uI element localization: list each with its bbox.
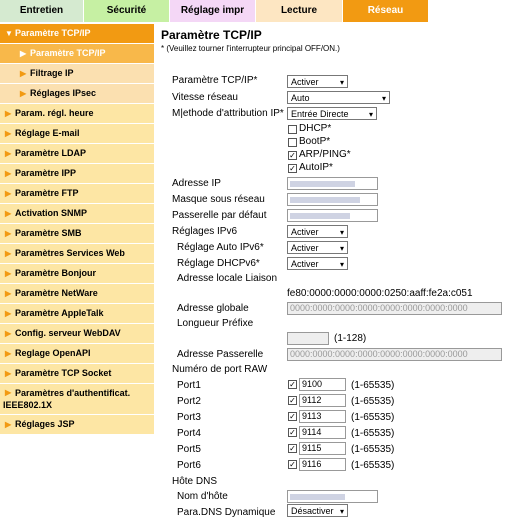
- sidebar-label: Paramètres Services Web: [15, 248, 125, 258]
- sidebar-label: Réglage E-mail: [15, 128, 80, 138]
- port5-range: (1-65535): [351, 444, 395, 455]
- port4-checkbox[interactable]: ✓: [289, 428, 296, 437]
- sidebar-label: Réglages IPsec: [30, 88, 97, 98]
- arp-label: ARP/PING*: [299, 149, 351, 160]
- port2-range: (1-65535): [351, 396, 395, 407]
- dhcp-checkbox[interactable]: [288, 125, 297, 134]
- sidebar-label: Paramètre AppleTalk: [15, 308, 104, 318]
- chevron-down-icon: ▾: [339, 78, 344, 87]
- sidebar-item-jsp[interactable]: [0, 415, 154, 434]
- port5-checkbox[interactable]: ✓: [289, 444, 296, 453]
- method-select-value: Entrée Directe: [291, 109, 349, 119]
- sidebar-item-email[interactable]: [0, 124, 154, 143]
- arrow-right-icon: ▶: [5, 369, 12, 378]
- linklocal-label: Adresse locale Liaison: [177, 273, 278, 284]
- chevron-down-icon: ▾: [381, 94, 386, 103]
- port4-input[interactable]: 9114: [299, 426, 346, 439]
- mask-input[interactable]: [287, 193, 378, 206]
- prefix-input[interactable]: [287, 332, 329, 345]
- arrow-right-icon: ▶: [5, 209, 12, 218]
- sidebar-item-openapi[interactable]: [0, 344, 154, 363]
- bootp-label: BootP*: [299, 136, 331, 147]
- hostname-input[interactable]: [287, 490, 378, 503]
- tab-reglage-impr[interactable]: Réglage impr: [170, 0, 256, 22]
- port4-label: Port4: [177, 428, 201, 439]
- port6-label: Port6: [177, 460, 201, 471]
- speed-select-value: Auto: [291, 93, 310, 103]
- page-title: Paramètre TCP/IP: [161, 28, 262, 42]
- sidebar: [0, 24, 154, 435]
- sidebar-label: Paramètre SMB: [15, 228, 82, 238]
- raw-label: Numéro de port RAW: [172, 364, 268, 375]
- port1-range: (1-65535): [351, 380, 395, 391]
- sidebar-label: Reglage OpenAPI: [15, 348, 91, 358]
- restart-note: * (Veuillez tourner l'interrupteur principal OFF/ON.): [161, 44, 340, 53]
- sidebar-item-snmp[interactable]: [0, 204, 154, 223]
- port3-input[interactable]: 9113: [299, 410, 346, 423]
- arrow-right-icon: ▶: [5, 309, 12, 318]
- method-label: M|ethode d'attribution IP*: [172, 108, 284, 119]
- gw6-label: Adresse Passerelle: [177, 349, 264, 360]
- sidebar-label: Réglages JSP: [15, 419, 75, 429]
- prefix-label: Longueur Préfixe: [177, 318, 254, 329]
- main-panel: [161, 24, 511, 53]
- global-input[interactable]: 0000:0000:0000:0000:0000:0000:0000:0000: [287, 302, 502, 315]
- sidebar-label: Paramètre TCP/IP: [30, 48, 106, 58]
- tab-reseau[interactable]: Réseau: [343, 0, 429, 22]
- redacted-value: [290, 181, 355, 187]
- sidebar-label: Paramètre FTP: [15, 188, 79, 198]
- prefix-range: (1-128): [334, 333, 367, 344]
- redacted-value: [290, 494, 345, 500]
- arrow-right-icon: ▶: [5, 149, 12, 158]
- sidebar-item-tcpsocket[interactable]: [0, 364, 154, 383]
- sidebar-item-ldap[interactable]: [0, 144, 154, 163]
- port3-range: (1-65535): [351, 412, 395, 423]
- sidebar-item-ftp[interactable]: [0, 184, 154, 203]
- bootp-checkbox[interactable]: [288, 138, 297, 147]
- sidebar-item-tcpip[interactable]: [0, 24, 154, 43]
- dhcpv6-select-value: Activer: [291, 259, 319, 269]
- gw6-input[interactable]: 0000:0000:0000:0000:0000:0000:0000:0000: [287, 348, 502, 361]
- sidebar-label: Paramètres d'authentificat. IEEE802.1X: [3, 388, 131, 410]
- dyndns-select[interactable]: [287, 504, 348, 517]
- top-tabs: [0, 0, 517, 22]
- chevron-down-icon: ▾: [339, 244, 344, 253]
- tab-securite[interactable]: Sécurité: [84, 0, 170, 22]
- arrow-right-icon: ▶: [20, 89, 27, 98]
- redacted-value: [290, 197, 360, 203]
- dyndns-select-value: Désactiver: [291, 506, 334, 516]
- port6-checkbox[interactable]: ✓: [289, 460, 296, 469]
- sidebar-label: Paramètre IPP: [15, 168, 77, 178]
- sidebar-label: Filtrage IP: [30, 68, 74, 78]
- hostname-label: Nom d'hôte: [177, 491, 228, 502]
- arrow-down-icon: ▼: [5, 29, 13, 38]
- mask-label: Masque sous réseau: [172, 194, 265, 205]
- port3-checkbox[interactable]: ✓: [289, 412, 296, 421]
- sidebar-label: Config. serveur WebDAV: [15, 328, 121, 338]
- port4-range: (1-65535): [351, 428, 395, 439]
- arrow-right-icon: ▶: [5, 129, 12, 138]
- tcpip-label: Paramètre TCP/IP*: [172, 75, 258, 86]
- linklocal-value: fe80:0000:0000:0000:0250:aaff:fe2a:c051: [287, 288, 473, 299]
- sidebar-label: Paramètre LDAP: [15, 148, 87, 158]
- sidebar-label: Activation SNMP: [15, 208, 88, 218]
- arrow-right-icon: ▶: [5, 349, 12, 358]
- ip-input[interactable]: [287, 177, 378, 190]
- arrow-right-icon: ▶: [20, 69, 27, 78]
- sidebar-item-webservices[interactable]: [0, 244, 154, 263]
- sidebar-item-webdav[interactable]: [0, 324, 154, 343]
- port5-label: Port5: [177, 444, 201, 455]
- arrow-right-icon: ▶: [5, 189, 12, 198]
- sidebar-item-smb[interactable]: [0, 224, 154, 243]
- arrow-right-icon: ▶: [5, 329, 12, 338]
- sidebar-label: Paramètre NetWare: [15, 288, 98, 298]
- port2-label: Port2: [177, 396, 201, 407]
- sidebar-subitem-ipsec[interactable]: [0, 84, 154, 103]
- autoipv6-select-value: Activer: [291, 243, 319, 253]
- dhcpv6-select[interactable]: [287, 257, 348, 270]
- arrow-right-icon: ▶: [20, 49, 27, 58]
- sidebar-subitem-tcpip[interactable]: [0, 44, 154, 63]
- dhcpv6-label: Réglage DHCPv6*: [177, 258, 260, 269]
- method-select[interactable]: [287, 107, 377, 120]
- sidebar-label: Paramètre TCP/IP: [15, 28, 91, 38]
- tcpip-select-value: Activer: [291, 77, 319, 87]
- port1-label: Port1: [177, 380, 201, 391]
- ipv6-select-value: Activer: [291, 227, 319, 237]
- chevron-down-icon: ▾: [339, 228, 344, 237]
- gateway-input[interactable]: [287, 209, 378, 222]
- sidebar-subitem-ipfilter[interactable]: [0, 64, 154, 83]
- redacted-value: [290, 213, 350, 219]
- sidebar-label: Paramètre TCP Socket: [15, 368, 112, 378]
- autoip-checkbox[interactable]: ✓: [289, 164, 296, 173]
- sidebar-item-appletalk[interactable]: [0, 304, 154, 323]
- port6-input[interactable]: 9116: [299, 458, 346, 471]
- sidebar-item-time[interactable]: [0, 104, 154, 123]
- sidebar-label: Param. régl. heure: [15, 108, 94, 118]
- ipv6-select[interactable]: [287, 225, 348, 238]
- ip-label: Adresse IP: [172, 178, 221, 189]
- arrow-right-icon: ▶: [5, 109, 12, 118]
- sidebar-label: Paramètre Bonjour: [15, 268, 97, 278]
- arrow-right-icon: ▶: [5, 249, 12, 258]
- tcpip-select[interactable]: [287, 75, 348, 88]
- port2-input[interactable]: 9112: [299, 394, 346, 407]
- speed-select[interactable]: [287, 91, 390, 104]
- tab-spacer: [429, 0, 517, 22]
- port6-range: (1-65535): [351, 460, 395, 471]
- port5-input[interactable]: 9115: [299, 442, 346, 455]
- tab-entretien[interactable]: Entretien: [0, 0, 84, 22]
- tab-lecture[interactable]: Lecture: [256, 0, 343, 22]
- arrow-right-icon: ▶: [5, 289, 12, 298]
- sidebar-item-ipp[interactable]: [0, 164, 154, 183]
- gateway-label: Passerelle par défaut: [172, 210, 267, 221]
- ipv6-label: Réglages IPv6: [172, 226, 238, 237]
- sidebar-item-8021x[interactable]: [0, 384, 154, 414]
- arrow-right-icon: ▶: [5, 169, 12, 178]
- autoip-label: AutoIP*: [299, 162, 333, 173]
- dns-label: Hôte DNS: [172, 476, 218, 487]
- port2-checkbox[interactable]: ✓: [289, 396, 296, 405]
- dyndns-label: Para.DNS Dynamique: [177, 507, 276, 518]
- port3-label: Port3: [177, 412, 201, 423]
- port1-checkbox[interactable]: ✓: [289, 380, 296, 389]
- global-label: Adresse globale: [177, 303, 249, 314]
- sidebar-item-bonjour[interactable]: [0, 264, 154, 283]
- arrow-right-icon: ▶: [5, 420, 12, 429]
- chevron-down-icon: ▾: [368, 110, 373, 119]
- autoipv6-select[interactable]: [287, 241, 348, 254]
- speed-label: Vitesse réseau: [172, 92, 238, 103]
- arrow-right-icon: ▶: [5, 269, 12, 278]
- arrow-right-icon: ▶: [5, 229, 12, 238]
- arrow-right-icon: ▶: [5, 388, 12, 397]
- chevron-down-icon: ▾: [339, 260, 344, 269]
- chevron-down-icon: ▾: [339, 507, 344, 516]
- autoipv6-label: Réglage Auto IPv6*: [177, 242, 264, 253]
- dhcp-label: DHCP*: [299, 123, 332, 134]
- arp-checkbox[interactable]: ✓: [289, 151, 296, 160]
- sidebar-item-netware[interactable]: [0, 284, 154, 303]
- port1-input[interactable]: 9100: [299, 378, 346, 391]
